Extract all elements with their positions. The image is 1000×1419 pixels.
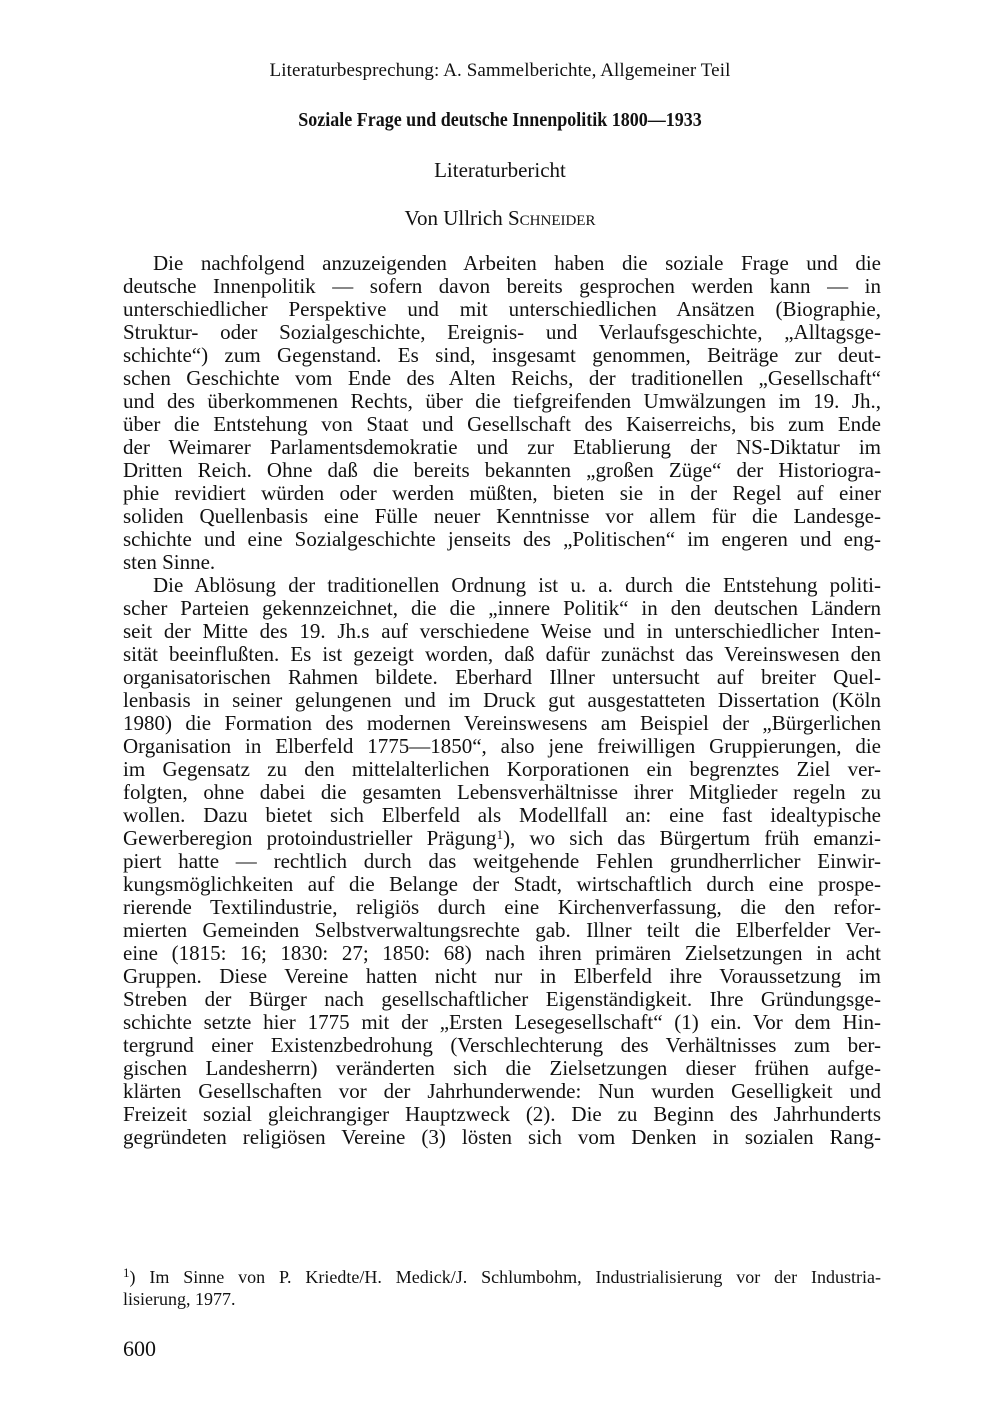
paragraph-1-line: schen Geschichte vom Ende des Alten Reichs, der traditionellen „Gesellschaft“ (123, 366, 881, 390)
footnote-text: ) Im Sinne von P. Kriedte/H. Medick/J. Schlumbohm, Industrialisierung vor der Industria- (129, 1267, 881, 1287)
paragraph-2-line: organisatorischen Rahmen bildete. Eberhard Illner untersucht auf breiter Quel- (123, 665, 881, 689)
paragraph-2-line: lenbasis in seiner gelungenen und im Druck gut ausgestatteten Dissertation (Köln (123, 688, 881, 712)
paragraph-1-line: und des überkommenen Rechts, über die tiefgreifenden Umwälzungen im 19. Jh., (123, 389, 881, 413)
paragraph-1-line: sten Sinne. (123, 550, 216, 574)
paragraph-2-line: eine (1815: 16; 1830: 27; 1850: 68) nach ihren primären Zielsetzungen in acht (123, 941, 881, 965)
paragraph-2-line: seit der Mitte des 19. Jh.s auf verschiedene Weise und in unterschiedlicher Inten- (123, 619, 881, 643)
paragraph-2-line: im Gegensatz zu den mittelalterlichen Korporationen ein begrenztes Ziel ver- (123, 757, 881, 781)
page-number: 600 (123, 1336, 156, 1361)
author-prefix: Von Ullrich (404, 206, 508, 230)
running-header: Literaturbesprechung: A. Sammelberichte, Allgemeiner Teil (269, 60, 731, 81)
article-subtitle: Literaturbericht (434, 158, 566, 182)
paragraph-2-line: folgten, ohne dabei die gesamten Lebensverhältnisse ihrer Mitglieder regeln zu (123, 780, 881, 804)
paragraph-1-line: soliden Quellenbasis eine Fülle neuer Kenntnisse vor allem für die Landesge- (123, 504, 881, 528)
paragraph-2-line: wollen. Dazu bietet sich Elberfeld als Modellfall an: eine fast idealtypische (123, 803, 881, 827)
footnote-marker: 1 (123, 1265, 130, 1280)
paragraph-1-line: unterschiedlicher Perspektive und mit unterschiedlichen Ansätzen (Biographie, (123, 297, 881, 321)
paragraph-2-line: mierten Gemeinden Selbstverwaltungsrechte gab. Illner teilt die Elberfelder Ver- (123, 918, 881, 942)
paragraph-2-line: 1980) die Formation des modernen Vereinswesens am Beispiel der „Bürgerlichen (123, 711, 881, 735)
paragraph-1-line: der Weimarer Parlamentsdemokratie und zur Etablierung der NS-Diktatur im (123, 435, 881, 459)
ref-line-text-after: ), wo sich das Bürgertum früh emanzi- (503, 826, 881, 850)
paragraph-2-line: schichte setzte hier 1775 mit der „Ersten Lesegesellschaft“ (1) ein. Vor dem Hin- (123, 1010, 881, 1034)
paragraph-2-line: sität beeinflußten. Es ist gezeigt worden, daß dafür zunächst das Vereinswesen den (123, 642, 881, 666)
paragraph-1-line: Dritten Reich. Ohne daß die bereits bekannten „großen Züge“ der Historiogra- (123, 458, 881, 482)
footnote-line (123, 1266, 881, 1288)
paragraph-1-line: über die Entstehung von Staat und Gesellschaft des Kaiserreichs, bis zum Ende (123, 412, 881, 436)
paragraph-2-line: Die Ablösung der traditionellen Ordnung ist u. a. durch die Entstehung politi- (153, 573, 881, 597)
paragraph-1-line: Die nachfolgend anzuzeigenden Arbeiten haben die soziale Frage und die (153, 251, 881, 275)
paragraph-1-line: schichte“) zum Gegenstand. Es sind, insgesamt genommen, Beiträge zur deut- (123, 343, 881, 367)
paragraph-2-line: Organisation in Elberfeld 1775—1850“, also jene freiwilligen Gruppierungen, die (123, 734, 881, 758)
paragraph-1-line: phie revidiert würden oder werden müßten, bieten sie in der Regel auf einer (123, 481, 881, 505)
paragraph-2-line: tergrund einer Existenzbedrohung (Verschlechterung des Verhältnisses zum ber- (123, 1033, 881, 1057)
paragraph-2-line: Gruppen. Diese Vereine hatten nicht nur in Elberfeld ihre Voraussetzung im (123, 964, 881, 988)
paragraph-2-line: scher Parteien gekennzeichnet, die die „innere Politik“ in den deutschen Ländern (123, 596, 881, 620)
author-name: Schneider (507, 206, 596, 230)
paragraph-2-line: gischen Landesherrn) veränderten sich die Zielsetzungen dieser frühen aufge- (123, 1056, 881, 1080)
body-text (123, 252, 881, 1149)
author-line (0, 205, 1000, 231)
footnote-reference[interactable]: 1 (496, 827, 504, 842)
paragraph-2-line: Freizeit sozial gleichrangiger Hauptzweck (2). Die zu Beginn des Jahrhunderts (123, 1102, 881, 1126)
footnote-line: lisierung, 1977. (123, 1289, 236, 1309)
paragraph-2-line: Streben der Bürger nach gesellschaftlicher Eigenständigkeit. Ihre Gründungsge- (123, 987, 881, 1011)
paragraph-2-line: klärten Gesellschaften vor der Jahrhunderwende: Nun wurden Geselligkeit und (123, 1079, 881, 1103)
paragraph-1-line: deutsche Innenpolitik — sofern davon bereits gesprochen werden kann — in (123, 274, 881, 298)
paragraph-2-line: rierende Textilindustrie, religiös durch eine Kirchenverfassung, die den refor- (123, 895, 881, 919)
paragraph-2-footnote-ref-line (123, 827, 881, 850)
footnote (123, 1266, 881, 1310)
ref-line-text-before: Gewerberegion protoindustrieller Prägung (123, 826, 497, 850)
paragraph-2-line: kungsmöglichkeiten auf die Belange der Stadt, wirtschaftlich durch eine prospe- (123, 872, 881, 896)
article-title: Soziale Frage und deutsche Innenpolitik 1800—1933 (298, 109, 702, 131)
paragraph-2-line: gegründeten religiösen Vereine (3) lösten sich vom Denken in sozialen Rang- (123, 1125, 881, 1149)
paragraph-2-line: piert hatte — rechtlich durch das weitgehende Fehlen grundherrlicher Einwir- (123, 849, 881, 873)
paragraph-1-line: schichte und eine Sozialgeschichte jenseits des „Politischen“ im engeren und eng- (123, 527, 881, 551)
paragraph-1-line: Struktur- oder Sozialgeschichte, Ereignis- und Verlaufsgeschichte, „Alltagsge- (123, 320, 881, 344)
